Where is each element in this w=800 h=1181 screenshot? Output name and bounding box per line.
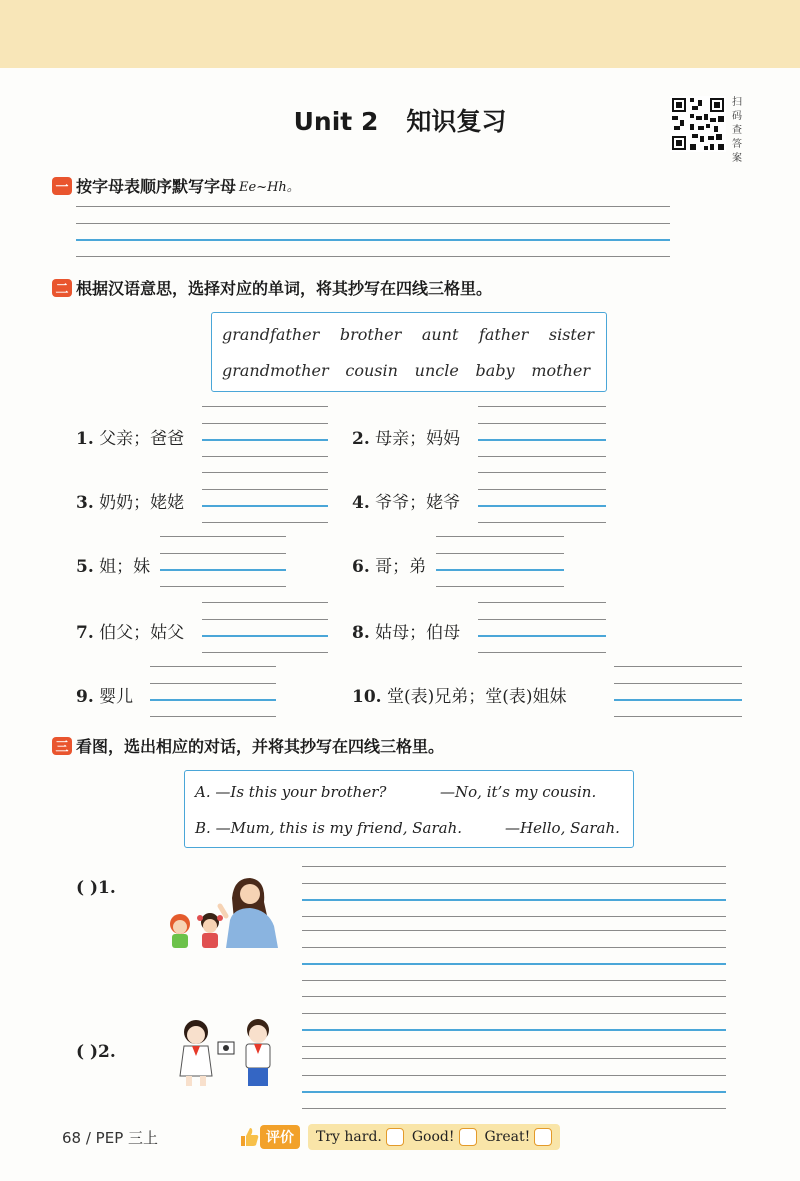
question-2-answer-slot[interactable]: ( )2.: [76, 1042, 116, 1062]
eval-option-great[interactable]: Great!: [485, 1128, 553, 1146]
dialog-b-reply: —Hello, Sarah.: [505, 819, 620, 837]
dialog-b: B. —Mum, this is my friend, Sarah.: [195, 819, 462, 837]
word: sister: [548, 325, 594, 344]
page-number: 68 / PEP 三上: [62, 1129, 159, 1147]
qr-label: 扫 码 查 答 案: [732, 97, 742, 164]
item-10: 10. 堂(表)兄弟；堂(表)姐妹: [352, 687, 567, 707]
word-bank-row-1: [222, 325, 594, 344]
eval-label: 评价: [260, 1125, 300, 1149]
word: grandfather: [222, 325, 320, 344]
word: grandmother: [222, 361, 329, 380]
section-1-heading: [52, 174, 300, 197]
writing-lines-item-3[interactable]: [202, 472, 328, 524]
writing-lines-item-1[interactable]: [202, 406, 328, 458]
checkbox-good[interactable]: [459, 1128, 477, 1146]
writing-lines-item-8[interactable]: [478, 602, 606, 654]
dialog-a: A. —Is this your brother?: [195, 783, 387, 801]
item-9: 9. 婴儿: [76, 687, 134, 707]
item-3: 3. 奶奶；姥姥: [76, 493, 185, 513]
picture-mum-and-kids-illustration: [164, 870, 280, 950]
top-color-band: [0, 0, 800, 68]
word: father: [478, 325, 529, 344]
section-2-heading: [52, 276, 492, 299]
checkbox-great[interactable]: [534, 1128, 552, 1146]
item-6: 6. 哥；弟: [352, 557, 427, 577]
writing-lines-item-4[interactable]: [478, 472, 606, 524]
word-bank-row-2: [222, 361, 590, 380]
item-4: 4. 爷爷；姥爷: [352, 493, 461, 513]
eval-options: [308, 1124, 560, 1150]
eval-option-good[interactable]: Good!: [412, 1128, 477, 1146]
writing-lines-item-2[interactable]: [478, 406, 606, 458]
section-1-text: 按字母表顺序默写字母: [76, 177, 237, 196]
writing-lines-s1[interactable]: [76, 206, 670, 258]
section-3-number: 三: [52, 737, 72, 755]
dialog-options: [184, 770, 634, 848]
item-7: 7. 伯父；姑父: [76, 623, 185, 643]
writing-lines-item-6[interactable]: [436, 536, 564, 588]
writing-lines-item-7[interactable]: [202, 602, 328, 654]
section-2-number: 二: [52, 279, 72, 297]
word-bank: [211, 312, 607, 392]
item-5: 5. 姐；妹: [76, 557, 151, 577]
word: cousin: [345, 361, 398, 380]
title-label: 知识复习: [406, 107, 507, 136]
qr-code-icon[interactable]: [670, 96, 726, 152]
dialog-a-reply: —No, it’s my cousin.: [440, 783, 597, 801]
writing-lines-q2-b[interactable]: [302, 1058, 726, 1110]
word: baby: [475, 361, 515, 380]
unit-label: Unit 2: [293, 107, 379, 136]
section-1-number: 一: [52, 177, 72, 195]
writing-lines-q2-a[interactable]: [302, 996, 726, 1048]
word: aunt: [421, 325, 459, 344]
writing-lines-item-10[interactable]: [614, 666, 742, 718]
writing-lines-item-5[interactable]: [160, 536, 286, 588]
word: brother: [339, 325, 402, 344]
section-2-text: 根据汉语意思，选择对应的单词，将其抄写在四线三格里。: [76, 279, 493, 298]
section-3-heading: [52, 734, 444, 757]
writing-lines-item-9[interactable]: [150, 666, 276, 718]
item-8: 8. 姑母；伯母: [352, 623, 461, 643]
writing-lines-q1-a[interactable]: [302, 866, 726, 918]
section-3-text: 看图，选出相应的对话，并将其抄写在四线三格里。: [76, 737, 445, 756]
checkbox-try-hard[interactable]: [386, 1128, 404, 1146]
word: mother: [531, 361, 590, 380]
picture-boy-and-girl-illustration: [166, 1012, 282, 1088]
thumbs-up-icon: [238, 1126, 260, 1148]
self-evaluation: [238, 1124, 560, 1150]
item-2: 2. 母亲；妈妈: [352, 429, 461, 449]
eval-option-try-hard[interactable]: Try hard.: [316, 1128, 404, 1146]
word: uncle: [414, 361, 459, 380]
writing-lines-q1-b[interactable]: [302, 930, 726, 982]
section-1-range: Ee~Hh。: [239, 180, 300, 195]
item-1: 1. 父亲；爸爸: [76, 429, 185, 449]
question-1-answer-slot[interactable]: ( )1.: [76, 878, 116, 898]
